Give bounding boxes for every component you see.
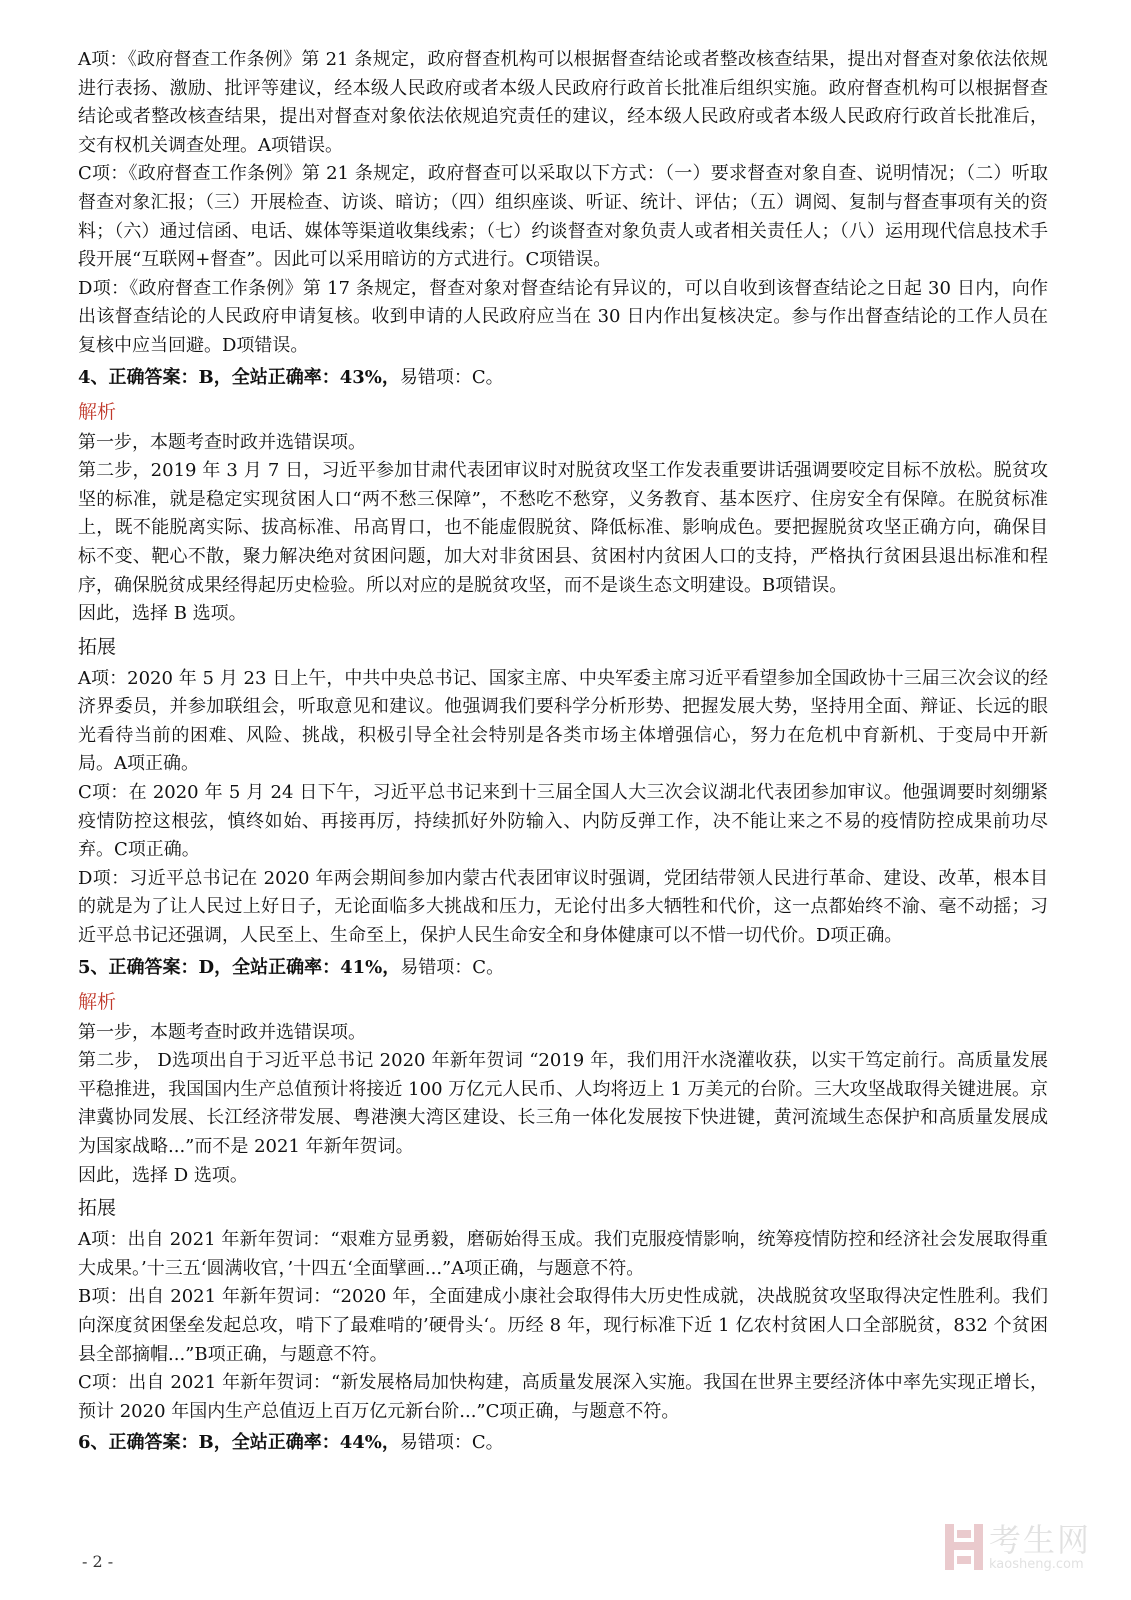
- kaosheng-logo-icon: [945, 1524, 983, 1570]
- watermark-url: kaosheng.com: [988, 1557, 1084, 1572]
- paragraph: 因此，选择 D 选项。: [78, 1164, 248, 1186]
- paragraph: 第一步，本题考查时政并选错误项。: [78, 1021, 366, 1043]
- paragraph: C项：《政府督查工作条例》第 21 条规定，政府督查可以采取以下方式：（一）要求督查对象自查、说明情况；（二）听取督查对象汇报；（三）开展检查、访谈、暗访；（四）组织座谈、听证、统计、评估；（五）调阅、复制与督查事项有关的资料；（六）通过信函、电话、媒体等渠道收集线索；（七）约谈督查对象负责人或者相关责任人；（八）运用现代信息技术手段开展“互联网+督查”。因此可以采用暗访的方式进行。C项错误。: [78, 163, 1048, 271]
- answer-summary: 4、正确答案：B，全站正确率：43%，: [78, 366, 400, 388]
- paragraph: 因此，选择 B 选项。: [78, 603, 247, 625]
- paragraph: C项：在 2020 年 5 月 24 日下午，习近平总书记来到十三届全国人大三次会议湖北代表团参加审议。他强调要时刻绷紧疫情防控这根弦，慎终如始、再接再厉，持续抓好外防输入、内防反弹工作，决不能让来之不易的疫情防控成果前功尽弃。C项正确。: [78, 782, 1048, 861]
- paragraph: 第二步，2019 年 3 月 7 日，习近平参加甘肃代表团审议时对脱贫攻坚工作发表重要讲话强调要咬定目标不放松。脱贫攻坚的标准，就是稳定实现贫困人口“两不愁三保障”，不愁吃不愁穿，义务教育、基本医疗、住房安全有保障。在脱贫标准上，既不能脱离实际、拔高标准、吊高胃口，也不能虚假脱贫、降低标准、影响成色。要把握脱贫攻坚正确方向，确保目标不变、靶心不散，聚力解决绝对贫困问题，加大对非贫困县、贫困村内贫困人口的支持，严格执行贫困县退出标准和程序，确保脱贫成果经得起历史检验。所以对应的是脱贫攻坚，而不是谈生态文明建设。B项错误。: [78, 460, 1048, 596]
- watermark: [945, 1522, 1091, 1572]
- section-heading-analysis: 解析: [78, 990, 117, 1013]
- paragraph: A项：出自 2021 年新年贺词：“艰难方显勇毅，磨砺始得玉成。我们克服疫情影响，统筹疫情防控和经济社会发展取得重大成果。’十三五‘圆满收官，’十四五‘全面擘画...”A项正确，与题意不符。: [78, 1229, 1048, 1279]
- answer-line: [78, 953, 1048, 983]
- watermark-name: 考生网: [988, 1521, 1091, 1559]
- paragraph: 第二步， D选项出自于习近平总书记 2020 年新年贺词 “2019 年，我们用汗水浇灌收获，以实干笃定前行。高质量发展平稳推进，我国国内生产总值预计将接近 100 万亿元人民币、人均将迈上 1 万美元的台阶。三大攻坚战取得关键进展。京津冀协同发展、长江经济带发展、粤港澳大湾区建设、长三角一体化发展按下快进键，黄河流域生态保护和高质量发展成为国家战略...”而不是 2021 年新年贺词。: [78, 1050, 1048, 1157]
- document-body: [78, 46, 1048, 1460]
- answer-summary: 6、正确答案：B，全站正确率：44%，: [78, 1432, 400, 1454]
- answer-line: [78, 1428, 1048, 1458]
- paragraph: D项：《政府督查工作条例》第 17 条规定，督查对象对督查结论有异议的，可以自收到该督查结论之日起 30 日内，向作出该督查结论的人民政府申请复核。收到申请的人民政府应当在 30 日内作出复核决定。参与作出督查结论的工作人员在复核中应当回避。D项错误。: [78, 277, 1048, 356]
- easy-wrong-option: 易错项：C。: [399, 1432, 504, 1454]
- answer-summary: 5、正确答案：D，全站正确率：41%，: [78, 956, 401, 978]
- section-heading-extension: 拓展: [78, 1197, 117, 1220]
- easy-wrong-option: 易错项：C。: [399, 366, 504, 388]
- section-heading-analysis: 解析: [78, 400, 117, 423]
- paragraph: B项：出自 2021 年新年贺词：“2020 年，全面建成小康社会取得伟大历史性成就，决战脱贫攻坚取得决定性胜利。我们向深度贫困堡垒发起总攻，啃下了最难啃的’硬骨头‘。历经 8 年，现行标准下近 1 亿农村贫困人口全部脱贫，832 个贫困县全部摘帽...”B项正确，与题意不符。: [78, 1286, 1048, 1365]
- answer-line: [78, 363, 1048, 393]
- section-heading-extension: 拓展: [78, 635, 117, 658]
- paragraph: C项：出自 2021 年新年贺词：“新发展格局加快构建，高质量发展深入实施。我国在世界主要经济体中率先实现正增长，预计 2020 年国内生产总值迈上百万亿元新台阶...”C项正确，与题意不符。: [78, 1372, 1048, 1422]
- easy-wrong-option: 易错项：C。: [400, 956, 505, 978]
- page-number: - 2 -: [82, 1552, 114, 1571]
- paragraph: A项：2020 年 5 月 23 日上午，中共中央总书记、国家主席、中央军委主席习近平看望参加全国政协十三届三次会议的经济界委员，并参加联组会，听取意见和建议。他强调我们要科学分析形势、把握发展大势，坚持用全面、辩证、长远的眼光看待当前的困难、风险、挑战，积极引导全社会特别是各类市场主体增强信心，努力在危机中育新机、于变局中开新局。A项正确。: [78, 667, 1048, 775]
- paragraph: 第一步，本题考查时政并选错误项。: [78, 431, 366, 453]
- paragraph: A项：《政府督查工作条例》第 21 条规定，政府督查机构可以根据督查结论或者整改核查结果，提出对督查对象依法依规进行表扬、激励、批评等建议，经本级人民政府或者本级人民政府行政首长批准后组织实施。政府督查机构可以根据督查结论或者整改核查结果，提出对督查对象依法依规追究责任的建议，经本级人民政府或者本级人民政府行政首长批准后，交有权机关调查处理。A项错误。: [78, 49, 1048, 156]
- paragraph: D项：习近平总书记在 2020 年两会期间参加内蒙古代表团审议时强调，党团结带领人民进行革命、建设、改革，根本目的就是为了让人民过上好日子，无论面临多大挑战和压力，无论付出多大牺牲和代价，这一点都始终不渝、毫不动摇；习近平总书记还强调，人民至上、生命至上，保护人民生命安全和身体健康可以不惜一切代价。D项正确。: [78, 867, 1048, 947]
